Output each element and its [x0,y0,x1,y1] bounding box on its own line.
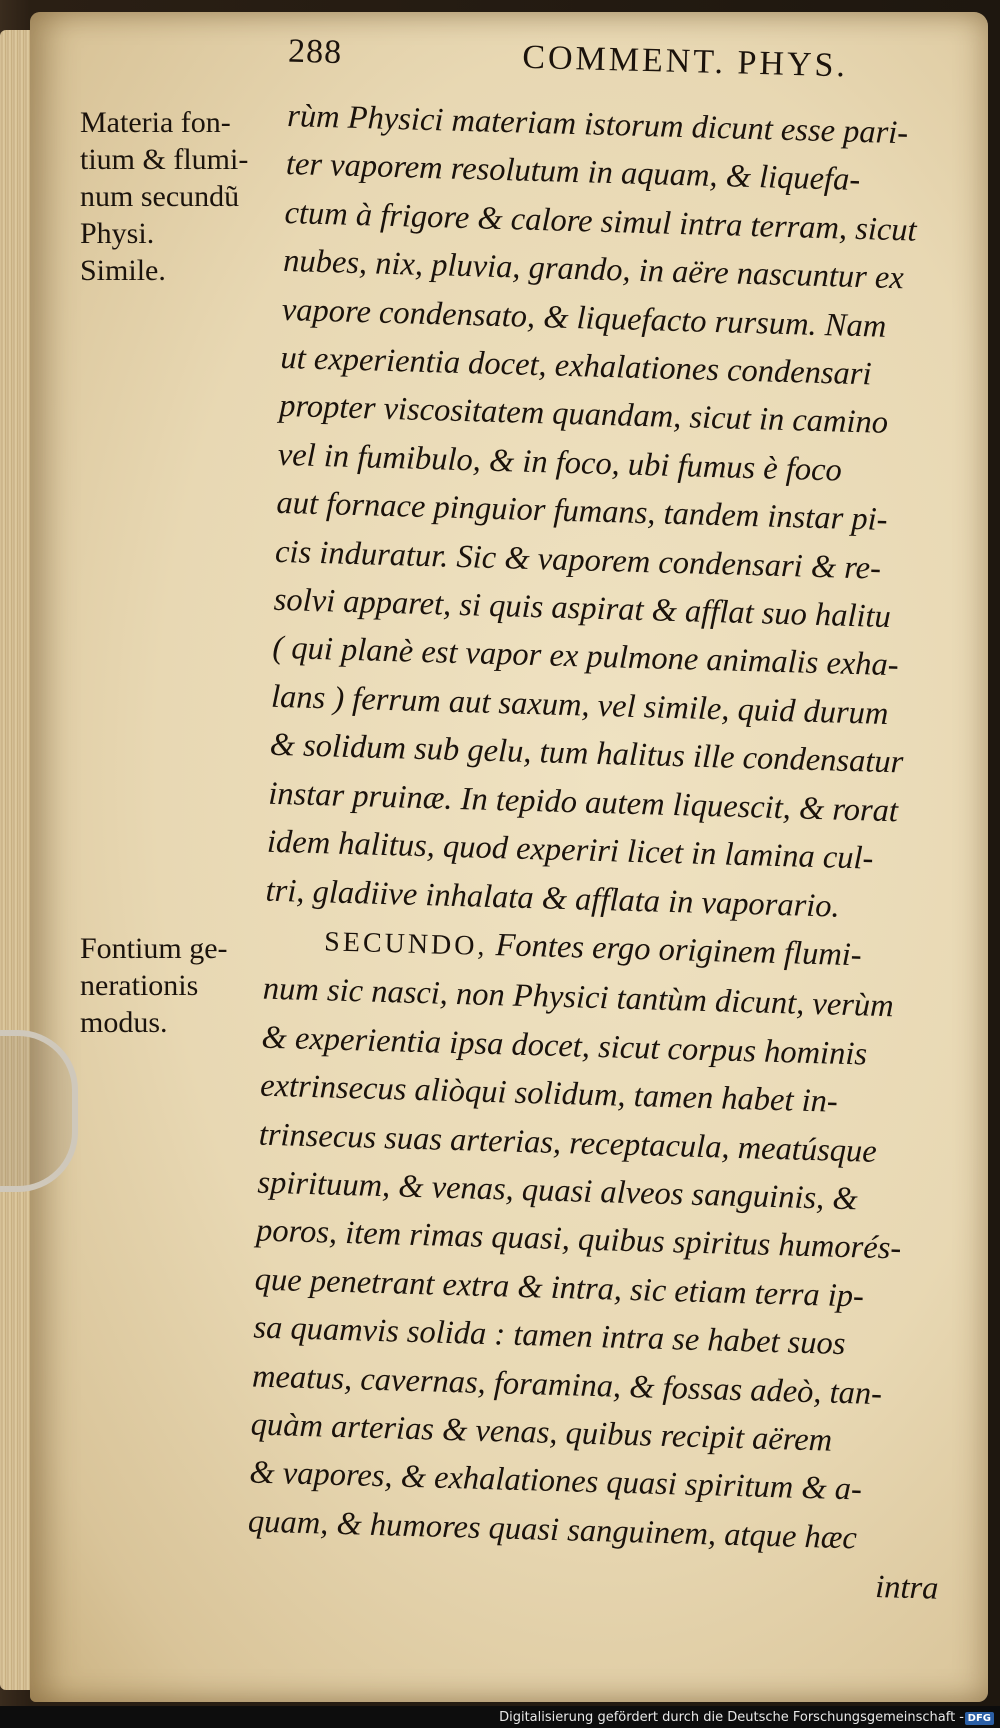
text-line: idem halitus, quod experiri licet in lamina cul- [266,823,874,877]
text-line: que penetrant extra & intra, sic etiam terra ip- [254,1261,865,1315]
text-line: vapore condensato, & liquefacto rursum. Nam [281,291,887,345]
text-line: instar pruinæ. In tepido autem liquescit, & rorat [267,775,899,829]
margin-note-line: Physi. [80,217,155,250]
text-line: poros, item rimas quasi, quibus spiritus humorés- [255,1212,902,1267]
section-rest: Fontes ergo originem flumi- [486,926,863,974]
text-line: cis induratur. Sic & vaporem condensari & re- [274,533,882,587]
text-line: ter vaporem resolutum in aquam, & liquefa- [285,146,861,199]
running-head [288,33,849,86]
text-line: spirituum, & venas, quasi alveos sanguinis, & [257,1164,859,1218]
section-caps: SECUNDO, [323,926,488,962]
text-line: tri, gladiive inhalata & afflata in vaporario. [265,872,841,925]
text-line: ( qui planè est vapor ex pulmone animalis exha- [271,630,900,684]
main-text [246,92,988,1614]
text-line: solvi apparet, si quis aspirat & afflat suo halitu [273,581,892,636]
text-line: lans ) ferrum aut saxum, vel simile, quid durum [270,678,889,732]
text-line: trinsecus suas arterias, receptacula, meatúsque [258,1116,878,1170]
margin-note-line: tium & flumi- [80,143,249,176]
text-line: aut fornace pinguior fumans, tandem instar pi- [276,485,888,539]
text-line: meatus, cavernas, foramina, & fossas adeò, tan- [251,1358,883,1412]
catchword: intra [874,1569,939,1607]
text-line: sa quamvis solida : tamen intra se habet suos [252,1309,846,1363]
margin-note-line: nerationis [80,969,199,1002]
text-line: vel in fumibulo, & in foco, ubi fumus è foco [277,436,843,489]
text-line: & solidum sub gelu, tum halitus ille condensatur [269,727,904,781]
margin-note-line: Fontium ge- [80,932,228,965]
text-line: nubes, nix, pluvia, grando, in aëre nascuntur ex [282,243,905,297]
text-line: & vapores, & exhalationes quasi spiritum & a- [248,1454,863,1508]
running-title: COMMENT. PHYS. [521,38,849,85]
margin-note-line: modus. [80,1006,168,1039]
text-line: num sic nasci, non Physici tantùm dicunt, verùm [262,970,895,1025]
margin-note-line: num secundũ [80,180,240,213]
text-line: extrinsecus aliòqui solidum, tamen habet in- [259,1067,839,1120]
footer-credit: Digitalisierung gefördert durch die Deutsche Forschungsgemeinschaft - [499,1710,964,1725]
text-line: quàm arterias & venas, quibus recipit aërem [250,1406,833,1459]
book-page [30,12,988,1702]
margin-note-line: Simile. [80,254,166,287]
margin-note-fontium [80,930,228,1041]
page-number: 288 [287,32,343,72]
text-line: quam, & humores quasi sanguinem, atque hæc [247,1503,858,1557]
margin-note-line: Materia fon- [80,106,231,139]
text-line: ctum à frigore & calore simul intra terram, sicut [284,194,918,249]
margin-note-materia [80,104,248,289]
text-line: propter viscositatem quandam, sicut in camino [278,388,889,442]
text-line: & experientia ipsa docet, sicut corpus hominis [261,1019,868,1073]
text-line: ut experientia docet, exhalationes condensari [280,339,873,393]
dfg-logo-icon: DFG [965,1712,994,1725]
text-line: rùm Physici materiam istorum dicunt esse pari- [286,97,909,152]
